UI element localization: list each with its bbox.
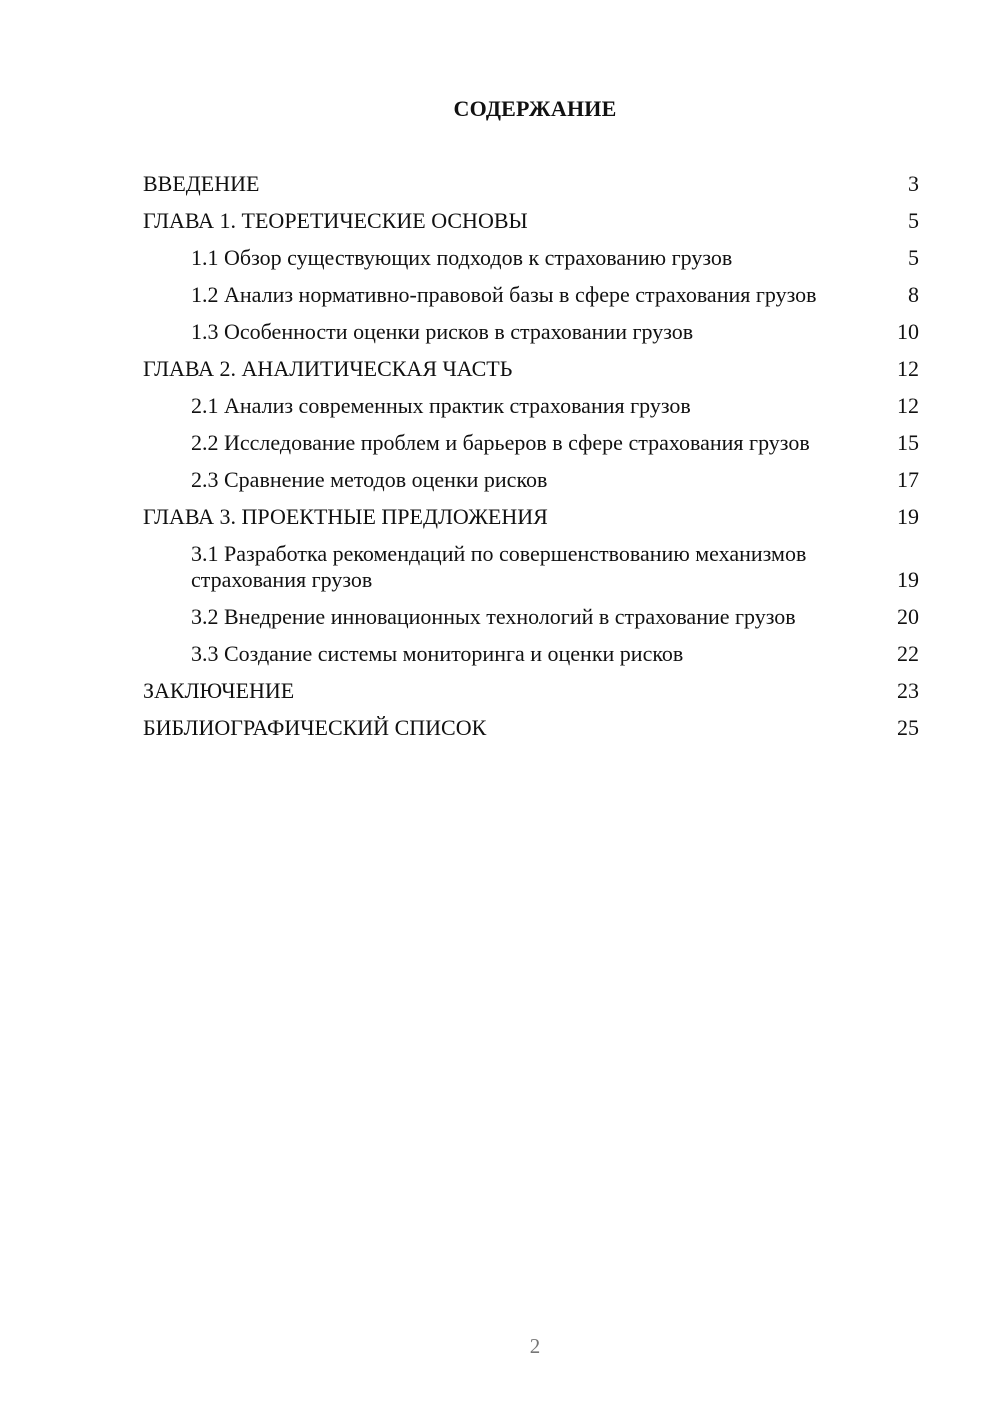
toc-entry-text: 1.2 Анализ нормативно-правовой базы в сфере страхования грузов <box>191 282 817 307</box>
toc-entry-text: 3.2 Внедрение инновационных технологий в страхование грузов <box>191 604 796 629</box>
toc-entry-section-2-3 <box>143 467 919 493</box>
toc-entry-section-1-1 <box>143 245 919 271</box>
toc-entry-bibliography <box>143 715 919 741</box>
toc-entry-text: 2.1 Анализ современных практик страхования грузов <box>191 393 691 418</box>
toc-entry-page: 15 <box>897 430 919 455</box>
toc-entry-text: 3.1 Разработка рекомендаций по совершенствованию механизмов страхования грузов <box>191 541 807 592</box>
toc-entry-section-2-1 <box>143 393 919 419</box>
toc-entry-section-3-1 <box>143 541 919 593</box>
page-number: 2 <box>529 1334 541 1358</box>
toc-entry-section-1-3 <box>143 319 919 345</box>
toc-entry-text: ЗАКЛЮЧЕНИЕ <box>143 678 295 703</box>
toc-entry-chapter-3 <box>143 504 919 530</box>
toc-entry-section-1-2 <box>143 282 919 308</box>
toc-entry-text: ГЛАВА 1. ТЕОРЕТИЧЕСКИЕ ОСНОВЫ <box>143 208 528 233</box>
toc-entry-page: 5 <box>908 245 919 270</box>
toc-title: СОДЕРЖАНИЕ <box>453 96 617 121</box>
toc-entry-page: 8 <box>908 282 919 307</box>
toc-entry-page: 5 <box>908 208 919 233</box>
toc-entry-chapter-1 <box>143 208 919 234</box>
toc-entry-page: 17 <box>897 467 919 492</box>
toc-entry-page: 12 <box>897 356 919 381</box>
toc-entry-page: 19 <box>897 504 919 529</box>
toc-entry-page: 3 <box>908 171 919 196</box>
toc-entry-section-2-2 <box>143 430 919 456</box>
toc-entry-text: ГЛАВА 3. ПРОЕКТНЫЕ ПРЕДЛОЖЕНИЯ <box>143 504 548 529</box>
toc-entry-text: ГЛАВА 2. АНАЛИТИЧЕСКАЯ ЧАСТЬ <box>143 356 513 381</box>
toc-entry-text: 3.3 Создание системы мониторинга и оценки рисков <box>191 641 684 666</box>
table-of-contents <box>143 171 919 752</box>
toc-entry-conclusion <box>143 678 919 704</box>
toc-entry-text: 2.3 Сравнение методов оценки рисков <box>191 467 548 492</box>
toc-entry-introduction <box>143 171 919 197</box>
toc-entry-page: 12 <box>897 393 919 418</box>
toc-entry-section-3-2 <box>143 604 919 630</box>
toc-entry-text: БИБЛИОГРАФИЧЕСКИЙ СПИСОК <box>143 715 487 740</box>
toc-entry-page: 10 <box>897 319 919 344</box>
toc-entry-text: 2.2 Исследование проблем и барьеров в сфере страхования грузов <box>191 430 810 455</box>
toc-entry-page: 25 <box>897 715 919 740</box>
toc-entry-page: 22 <box>897 641 919 666</box>
toc-entry-text: 1.3 Особенности оценки рисков в страховании грузов <box>191 319 694 344</box>
toc-entry-text: ВВЕДЕНИЕ <box>143 171 260 196</box>
toc-entry-page: 19 <box>897 567 919 592</box>
toc-entry-page: 23 <box>897 678 919 703</box>
toc-entry-page: 20 <box>897 604 919 629</box>
toc-entry-chapter-2 <box>143 356 919 382</box>
toc-entry-section-3-3 <box>143 641 919 667</box>
toc-entry-text: 1.1 Обзор существующих подходов к страхованию грузов <box>191 245 733 270</box>
